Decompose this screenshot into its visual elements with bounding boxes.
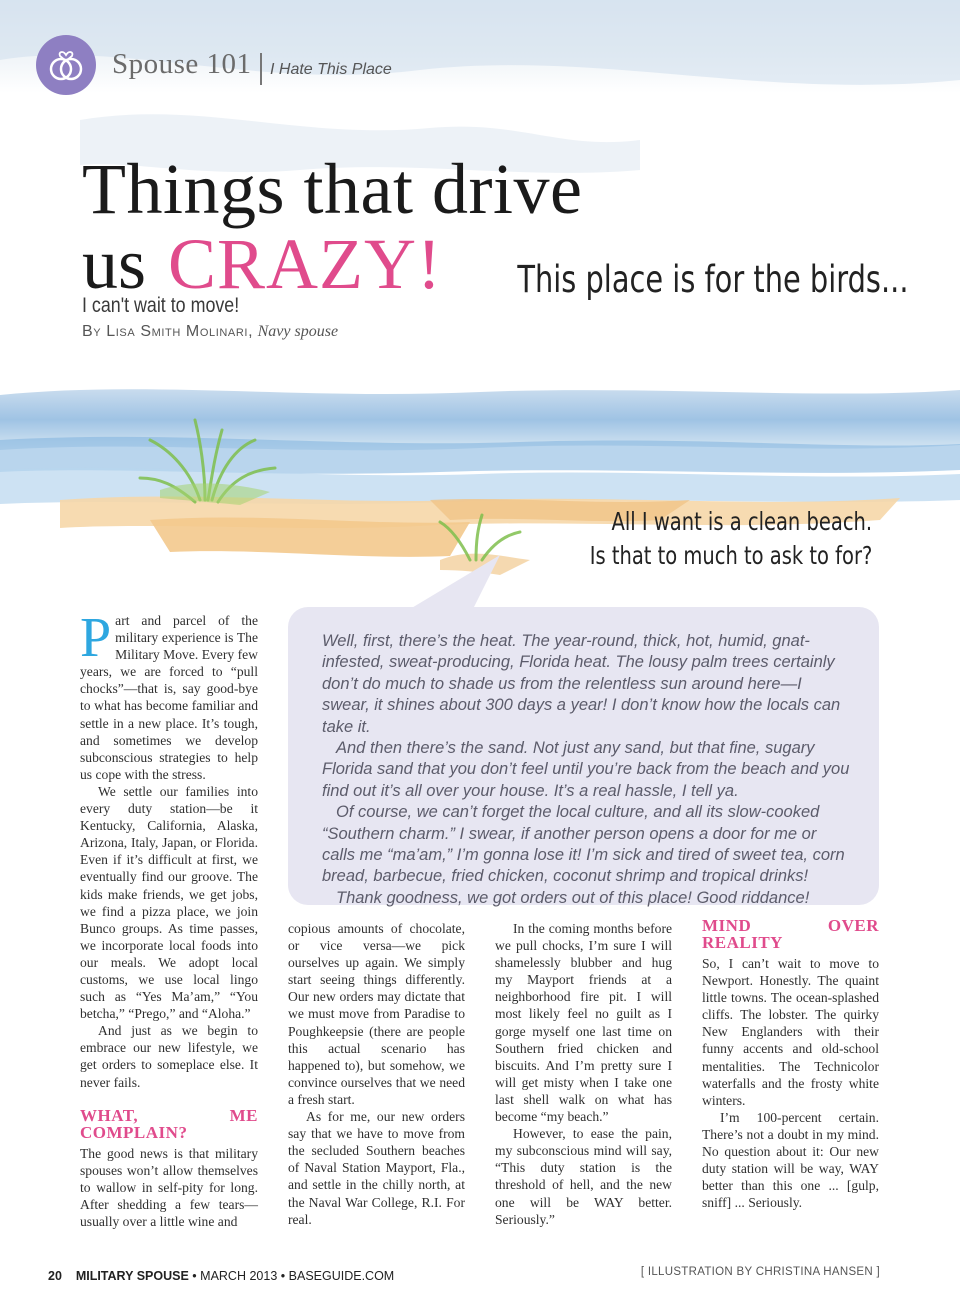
- body-paragraph: In the coming months before we pull chocks, I’m sure I will shamelessly blubber and hug my Mayport friends at a neighborhood fire pit. I will most likely feel no guilt as I gorge myself one last time on Southern fried chicken and biscuits. And I’m pretty sure I will get misty when I take one last shell walk on what has become “my beach.”: [495, 921, 672, 1125]
- section-subtitle: I Hate This Place: [270, 61, 392, 78]
- footer-bullet: •: [192, 1269, 197, 1283]
- headline-us: us: [82, 224, 147, 304]
- body-paragraph: As for me, our new orders say that we have to move from the secluded Southern beaches of Naval Station Mayport, Fla., and settle in the chilly north, at the Naval War College, R.I. For real.: [288, 1109, 465, 1227]
- body-paragraph: copious amounts of chocolate, or vice versa—we pick ourselves up again. We simply start seeing things differently. Our new orders may dictate that we must move from Paradise to Poughkeepsie (there are people this actual scenario has happened to), but somehow, we convince ourselves that we need a fresh start.: [288, 921, 465, 1107]
- body-paragraph: The good news is that military spouses won’t allow themselves to wallow in self-pity for long. After shedding a few tears—usually over a little wine and: [80, 1145, 258, 1229]
- bubble-paragraph: Thank goodness, we got orders out of this place! Good riddance!: [336, 888, 810, 907]
- body-column-3: [495, 920, 672, 1228]
- byline-author: By Lisa Smith Molinari,: [82, 323, 254, 340]
- section-divider: [260, 53, 262, 85]
- body-paragraph: And just as we begin to embrace our new lifestyle, we get orders to someplace else. It never fails.: [80, 1023, 258, 1090]
- bubble-paragraph: Of course, we can’t forget the local culture, and all its slow-cooked “Southern charm.” I swear, if another person opens a door for me or calls me “ma’am,” I’m gonna lose it! I’m sick and tired of sweet tea, corn bread, barbecue, fried chicken, coconut shrimp and tropical drinks!: [322, 803, 845, 886]
- headline-line-1: Things that drive: [82, 149, 583, 229]
- section-title: Spouse 101: [112, 48, 252, 80]
- intro-paragraph: [80, 607, 258, 783]
- subheading-reality: MIND OVER REALITY: [702, 916, 879, 952]
- speech-bubble-text: [322, 631, 852, 909]
- body-column-2: [288, 920, 465, 1228]
- body-paragraph: I’m 100-percent certain. There’s not a doubt in my mind. No question about it: Our new duty station will be way, WAY better than this one ... [gulp, sniff] ... Seriously.: [702, 1109, 879, 1211]
- byline: [82, 323, 338, 341]
- article-deck: I can't wait to move!: [82, 294, 240, 317]
- drop-cap: P: [80, 607, 112, 669]
- rings-logo-icon: [36, 35, 96, 95]
- handwritten-beach-line-1: All I want is a clean beach.: [611, 507, 872, 536]
- illustration-credit: [ ILLUSTRATION BY CHRISTINA HANSEN ]: [640, 1266, 880, 1278]
- subheading-complain: WHAT, ME COMPLAIN?: [80, 1105, 258, 1142]
- body-paragraph: We settle our families into every duty station—be it Kentucky, California, Alaska, Arizona, Italy, Japan, or Florida. Even if it’s difficult at first, we eventually find our groove. The kids make friends, we get jobs, we find a pizza place, we join Bunco groups. As time passes, we incorporate local foods into our meals. We adopt local customs, we use local lingo such as “Yes Ma’am,” “You betcha,” “Prego,” and “Aloha.”: [80, 783, 258, 1022]
- magazine-name: MILITARY SPOUSE: [75, 1269, 189, 1283]
- bubble-paragraph: And then there’s the sand. Not just any sand, but that fine, sugary Florida sand that you don’t feel until you’re back from the beach and you find out it’s all over your house. It’s a real hassle, I tell ya.: [322, 739, 850, 800]
- website: BASEGUIDE.COM: [288, 1269, 395, 1283]
- page-footer: [48, 1269, 394, 1283]
- page-number: 20: [48, 1269, 62, 1283]
- handwritten-birds: This place is for the birds...: [516, 258, 908, 301]
- footer-bullet: •: [280, 1269, 286, 1283]
- speech-bubble-tail: [400, 555, 520, 615]
- intro-text: art and parcel of the military experience is The Military Move. Every few years, we are forced to “pull chocks”—that is, say good-bye to what has become familiar and settle in a new place. It’s tough, and sometimes we develop subconscious strategies to help us cope with the stress.: [80, 613, 258, 782]
- body-paragraph: However, to ease the pain, my subconscious mind will say, “This duty station is the threshold of hell, and the new one will be WAY better. Seriously.”: [495, 1126, 672, 1227]
- headline-crazy: CRAZY!: [168, 224, 442, 304]
- handwritten-beach-line-2: Is that to much to ask to for?: [589, 541, 872, 570]
- body-column-1: [80, 607, 258, 1230]
- body-column-4: [702, 917, 879, 1211]
- issue-date: MARCH 2013: [200, 1269, 278, 1283]
- bubble-paragraph: Well, first, there’s the heat. The year-round, thick, hot, humid, gnat-infested, sweat-producing, Florida heat. The lousy palm trees certainly don’t do much to shade us from the relentless sun around here—I swear, it shines about 300 days a year! I don’t know how the locals can take it.: [322, 632, 841, 736]
- body-paragraph: So, I can’t wait to move to Newport. Honestly. The quaint little towns. The ocean-splashed cliffs. The lobster. The quirky New Englanders with their funny accents and old-school mentalities. The Technicolor waterfalls and the frosty white winters.: [702, 956, 879, 1108]
- byline-role: Navy spouse: [257, 323, 339, 340]
